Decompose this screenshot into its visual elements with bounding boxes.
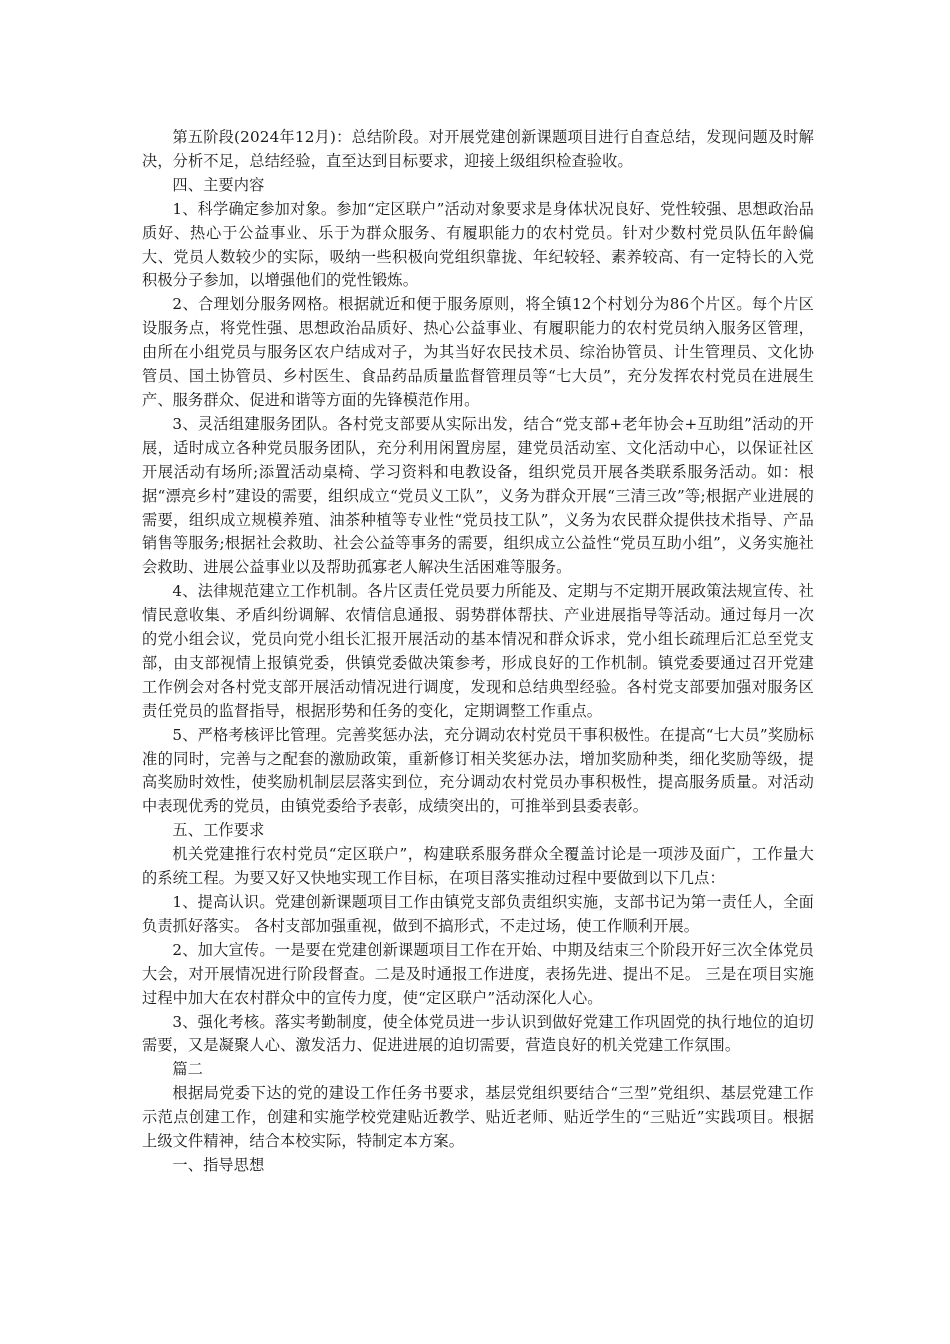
heading-work-requirements: 五、工作要求 [172, 821, 265, 840]
paragraph-requirement-3: 3、强化考核。落实考勤制度，使全体党员进一步认识到做好党建工作巩固党的执行地位的迫切需要，又是凝聚人心、激发活力、促进进展的迫切需要，营造良好的机关党建工作氛围。 [142, 1012, 814, 1055]
heading-part-two: 篇二 [172, 1060, 204, 1079]
document-body [142, 126, 814, 1178]
paragraph-requirement-2: 2、加大宣传。一是要在党建创新课题项目工作在开始、中期及结束三个阶段开好三次全体党员大会，对开展情况进行阶段督查。二是及时通报工作进度，表扬先进、提出不足。 三是在项目实施过程中加大在农村群众中的宣传力度，使“定区联户”活动深化人心。 [142, 940, 814, 1007]
paragraph-item-4: 4、法律规范建立工作机制。各片区责任党员要力所能及、定期与不定期开展政策法规宣传、社情民意收集、矛盾纠纷调解、农情信息通报、弱势群体帮扶、产业进展指导等活动。通过每月一次的党小组会议，党员向党小组长汇报开展活动的基本情况和群众诉求，党小组长疏理后汇总至党支部，由支部视情上报镇党委，供镇党委做决策参考，形成良好的工作机制。镇党委要通过召开党建工作例会对各村党支部开展活动情况进行调度，发现和总结典型经验。各村党支部要加强对服务区责任党员的监督指导，根据形势和任务的变化，定期调整工作重点。 [142, 582, 814, 720]
heading-guiding-ideology: 一、指导思想 [172, 1155, 265, 1174]
heading-main-content: 四、主要内容 [172, 175, 265, 194]
paragraph-requirements-intro: 机关党建推行农村党员“定区联户”，构建联系服务群众全覆盖讨论是一项涉及面广，工作量大的系统工程。为要又好又快地实现工作目标，在项目落实推动过程中要做到以下几点： [142, 845, 814, 888]
paragraph-requirement-1: 1、提高认识。党建创新课题项目工作由镇党支部负责组织实施，支部书记为第一责任人，全面负责抓好落实。 各村支部加强重视，做到不搞形式，不走过场，使工作顺利开展。 [142, 893, 814, 935]
paragraph-part-two-intro: 根据局党委下达的党的建设工作任务书要求，基层党组织要结合“三型”党组织、基层党建工作示范点创建工作，创建和实施学校党建贴近教学、贴近老师、贴近学生的“三贴近”实践项目。根据上级文件精神，结合本校实际，特制定本方案。 [142, 1084, 814, 1151]
paragraph-item-3: 3、灵活组建服务团队。各村党支部要从实际出发，结合“党支部+老年协会+互助组”活动的开展，适时成立各种党员服务团队，充分利用闲置房屋，建党员活动室、文化活动中心，以保证社区开展活动有场所;添置活动桌椅、学习资料和电教设备，组织党员开展各类联系服务活动。如：根据“漂亮乡村”建设的需要，组织成立“党员义工队”，义务为群众开展“三清三改”等;根据产业进展的需要，组织成立规模养殖、油茶种植等专业性“党员技工队”，义务为农民群众提供技术指导、产品销售等服务;根据社会救助、社会公益等事务的需要，组织成立公益性“党员互助小组”，义务实施社会救助、进展公益事业以及帮助孤寡老人解决生活困难等服务。 [142, 414, 814, 577]
paragraph-item-5: 5、严格考核评比管理。完善奖惩办法，充分调动农村党员干事积极性。在提高“七大员”奖励标准的同时，完善与之配套的激励政策，重新修订相关奖惩办法，增加奖励种类，细化奖励等级，提高奖励时效性，使奖励机制层层落实到位，充分调动农村党员办事积极性，提高服务质量。对活动中表现优秀的党员，由镇党委给予表彰，成绩突出的，可推举到县委表彰。 [142, 725, 814, 816]
paragraph-item-1: 1、科学确定参加对象。参加“定区联户”活动对象要求是身体状况良好、党性较强、思想政治品质好、热心于公益事业、乐于为群众服务、有履职能力的农村党员。针对少数村党员队伍年龄偏大、党员人数较少的实际，吸纳一些积极向党组织靠拢、年纪较轻、素养较高、有一定特长的入党积极分子参加，以增强他们的党性锻炼。 [142, 199, 814, 290]
paragraph-item-2: 2、合理划分服务网格。根据就近和便于服务原则，将全镇12个村划分为86个片区。每个片区设服务点，将党性强、思想政治品质好、热心公益事业、有履职能力的农村党员纳入服务区管理，由所在小组党员与服务区农户结成对子，为其当好农民技术员、综治协管员、计生管理员、文化协管员、国土协管员、乡村医生、食品药品质量监督管理员等“七大员”，充分发挥农村党员在进展生产、服务群众、促进和谐等方面的先锋模范作用。 [142, 295, 814, 409]
paragraph-stage-five: 第五阶段(2024年12月)：总结阶段。对开展党建创新课题项目进行自查总结，发现问题及时解决，分析不足，总结经验，直至达到目标要求，迎接上级组织检查验收。 [142, 128, 814, 170]
